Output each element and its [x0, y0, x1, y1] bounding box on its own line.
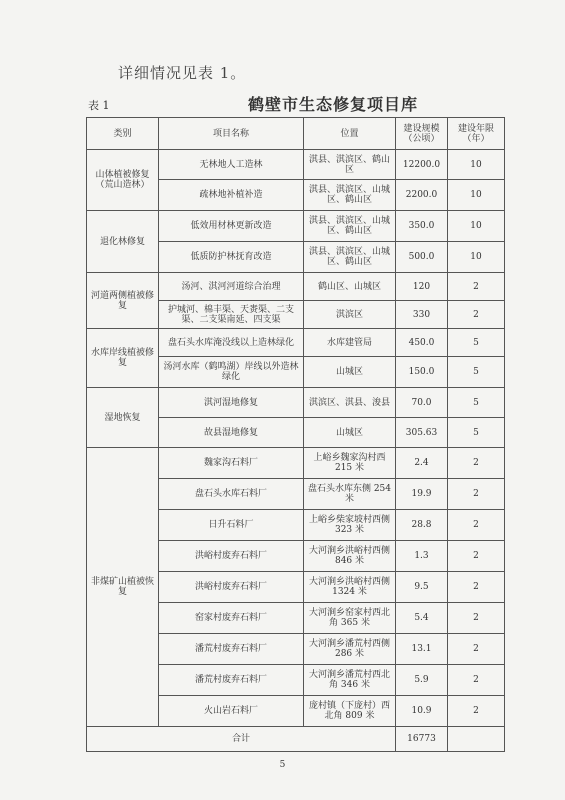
table-row: [87, 150, 505, 180]
table-row: [87, 388, 505, 418]
project-name-cell: 洪峪村废弃石料厂: [159, 541, 304, 572]
years-cell: 10: [448, 180, 505, 211]
scale-cell: 10.9: [396, 696, 448, 727]
location-cell: 上峪乡柴家坡村西侧 323 米: [304, 510, 396, 541]
location-cell: 淇县、淇滨区、山城区、鹤山区: [304, 242, 396, 273]
location-cell: 大河涧乡潘荒村西北角 346 米: [304, 665, 396, 696]
location-cell: 鹤山区、山城区: [304, 273, 396, 301]
scale-cell: 2200.0: [396, 180, 448, 211]
scale-cell: 330: [396, 301, 448, 329]
years-cell: 2: [448, 634, 505, 665]
years-cell: 2: [448, 448, 505, 479]
years-cell: 2: [448, 696, 505, 727]
project-name-cell: 洪峪村废弃石料厂: [159, 572, 304, 603]
category-cell: 河道两侧植被修复: [87, 273, 159, 329]
project-name-cell: 淇河湿地修复: [159, 388, 304, 418]
years-cell: 2: [448, 541, 505, 572]
scale-cell: 1.3: [396, 541, 448, 572]
scale-cell: 2.4: [396, 448, 448, 479]
years-cell: 10: [448, 211, 505, 242]
years-cell: 2: [448, 479, 505, 510]
table-label: 表 1: [88, 99, 110, 112]
location-cell: 山城区: [304, 357, 396, 388]
project-name-cell: 汤河、淇河河道综合治理: [159, 273, 304, 301]
page-number: 5: [279, 760, 286, 770]
project-name-cell: 盘石头水库石料厂: [159, 479, 304, 510]
years-cell: 5: [448, 418, 505, 448]
table-row: [87, 273, 505, 301]
project-name-cell: 汤河水库（鹤鸣湖）岸线以外造林绿化: [159, 357, 304, 388]
scale-cell: 5.4: [396, 603, 448, 634]
location-cell: 淇滨区、淇县、浚县: [304, 388, 396, 418]
header-location: 位置: [304, 118, 396, 150]
location-cell: 盘石头水库东侧 254 米: [304, 479, 396, 510]
years-cell: 2: [448, 510, 505, 541]
years-cell: 5: [448, 357, 505, 388]
location-cell: 大河涧乡洪峪村西侧 846 米: [304, 541, 396, 572]
scale-cell: 28.8: [396, 510, 448, 541]
table-row: [87, 329, 505, 357]
location-cell: 淇县、淇滨区、山城区、鹤山区: [304, 211, 396, 242]
location-cell: 上峪乡魏家沟村西 215 米: [304, 448, 396, 479]
project-name-cell: 低效用材林更新改造: [159, 211, 304, 242]
location-cell: 淇滨区: [304, 301, 396, 329]
scale-cell: 350.0: [396, 211, 448, 242]
scale-cell: 305.63: [396, 418, 448, 448]
years-cell: 10: [448, 150, 505, 180]
location-cell: 淇县、淇滨区、山城区、鹤山区: [304, 180, 396, 211]
scale-cell: 120: [396, 273, 448, 301]
location-cell: 水库建管局: [304, 329, 396, 357]
category-cell: 水库岸线植被修复: [87, 329, 159, 388]
project-name-cell: 魏家沟石料厂: [159, 448, 304, 479]
category-cell: 山体植被修复（荒山造林）: [87, 150, 159, 211]
project-name-cell: 护城河、棉丰渠、天赉渠、二支渠、二支渠南延、四支渠: [159, 301, 304, 329]
category-cell: 湿地恢复: [87, 388, 159, 448]
header-category: 类别: [87, 118, 159, 150]
scale-cell: 5.9: [396, 665, 448, 696]
scale-cell: 13.1: [396, 634, 448, 665]
header-years: 建设年限（年）: [448, 118, 505, 150]
header-scale: 建设规模（公顷）: [396, 118, 448, 150]
years-cell: 2: [448, 301, 505, 329]
scale-cell: 450.0: [396, 329, 448, 357]
years-cell: 5: [448, 329, 505, 357]
scale-cell: 500.0: [396, 242, 448, 273]
intro-text: 详细情况见表 1。: [118, 64, 247, 82]
location-cell: 大河涧乡潘荒村西侧 286 米: [304, 634, 396, 665]
years-cell: 2: [448, 665, 505, 696]
project-name-cell: 火山岩石料厂: [159, 696, 304, 727]
project-name-cell: 故县湿地修复: [159, 418, 304, 448]
table-row: [87, 448, 505, 479]
total-row: [87, 727, 505, 752]
project-table: [86, 117, 505, 752]
table-title: 鹤壁市生态修复项目库: [248, 95, 419, 114]
header-project-name: 项目名称: [159, 118, 304, 150]
project-name-cell: 低质防护林抚育改造: [159, 242, 304, 273]
total-years: [448, 727, 505, 752]
category-cell: 非煤矿山植被恢复: [87, 448, 159, 727]
table-row: [87, 211, 505, 242]
project-name-cell: 疏林地补植补造: [159, 180, 304, 211]
scale-cell: 12200.0: [396, 150, 448, 180]
scale-cell: 70.0: [396, 388, 448, 418]
years-cell: 2: [448, 273, 505, 301]
total-scale: 16773: [396, 727, 448, 752]
years-cell: 2: [448, 572, 505, 603]
location-cell: 庞村镇（下庞村）西北角 809 米: [304, 696, 396, 727]
project-name-cell: 潘荒村废弃石料厂: [159, 634, 304, 665]
project-name-cell: 盘石头水库淹没线以上造林绿化: [159, 329, 304, 357]
scale-cell: 9.5: [396, 572, 448, 603]
category-cell: 退化林修复: [87, 211, 159, 273]
location-cell: 大河涧乡窑家村西北角 365 米: [304, 603, 396, 634]
project-name-cell: 日升石料厂: [159, 510, 304, 541]
project-name-cell: 潘荒村废弃石料厂: [159, 665, 304, 696]
scale-cell: 150.0: [396, 357, 448, 388]
location-cell: 大河涧乡洪峪村西侧 1324 米: [304, 572, 396, 603]
project-name-cell: 无林地人工造林: [159, 150, 304, 180]
years-cell: 10: [448, 242, 505, 273]
location-cell: 淇县、淇滨区、鹤山区: [304, 150, 396, 180]
total-label: 合计: [87, 727, 396, 752]
years-cell: 5: [448, 388, 505, 418]
scale-cell: 19.9: [396, 479, 448, 510]
location-cell: 山城区: [304, 418, 396, 448]
years-cell: 2: [448, 603, 505, 634]
project-name-cell: 窑家村废弃石料厂: [159, 603, 304, 634]
table-header-row: [87, 118, 505, 150]
